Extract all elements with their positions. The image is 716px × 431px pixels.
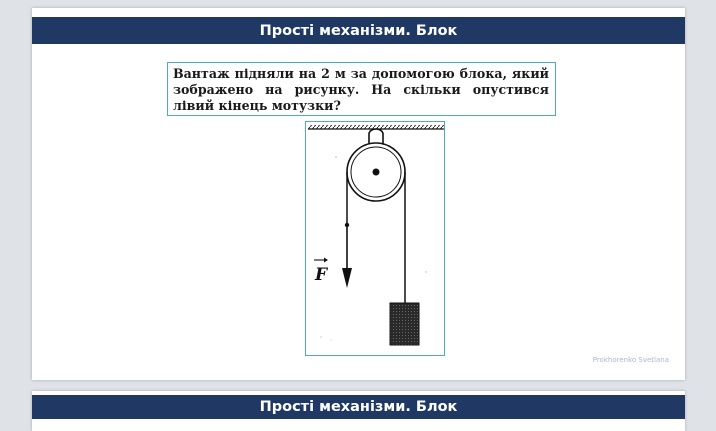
force-label: F	[315, 265, 328, 285]
force-arrow-head	[342, 268, 352, 288]
pulley-diagram	[306, 122, 445, 356]
slide-title: Прості механізми. Блок	[32, 17, 685, 44]
slide	[32, 391, 685, 431]
slide	[32, 8, 685, 380]
author-watermark: Prokhorenko Svetlana	[592, 356, 669, 364]
slide-title: Прості механізми. Блок	[32, 395, 685, 419]
pulley-axle	[373, 169, 380, 176]
force-vector-tip	[324, 258, 328, 263]
load-weight	[390, 303, 419, 345]
problem-text: Вантаж підняли на 2 м за допомогою блока, який зображено на рисунку. На скільки опустився лівий кінець мотузки?	[167, 62, 556, 116]
pulley-figure	[305, 121, 445, 356]
